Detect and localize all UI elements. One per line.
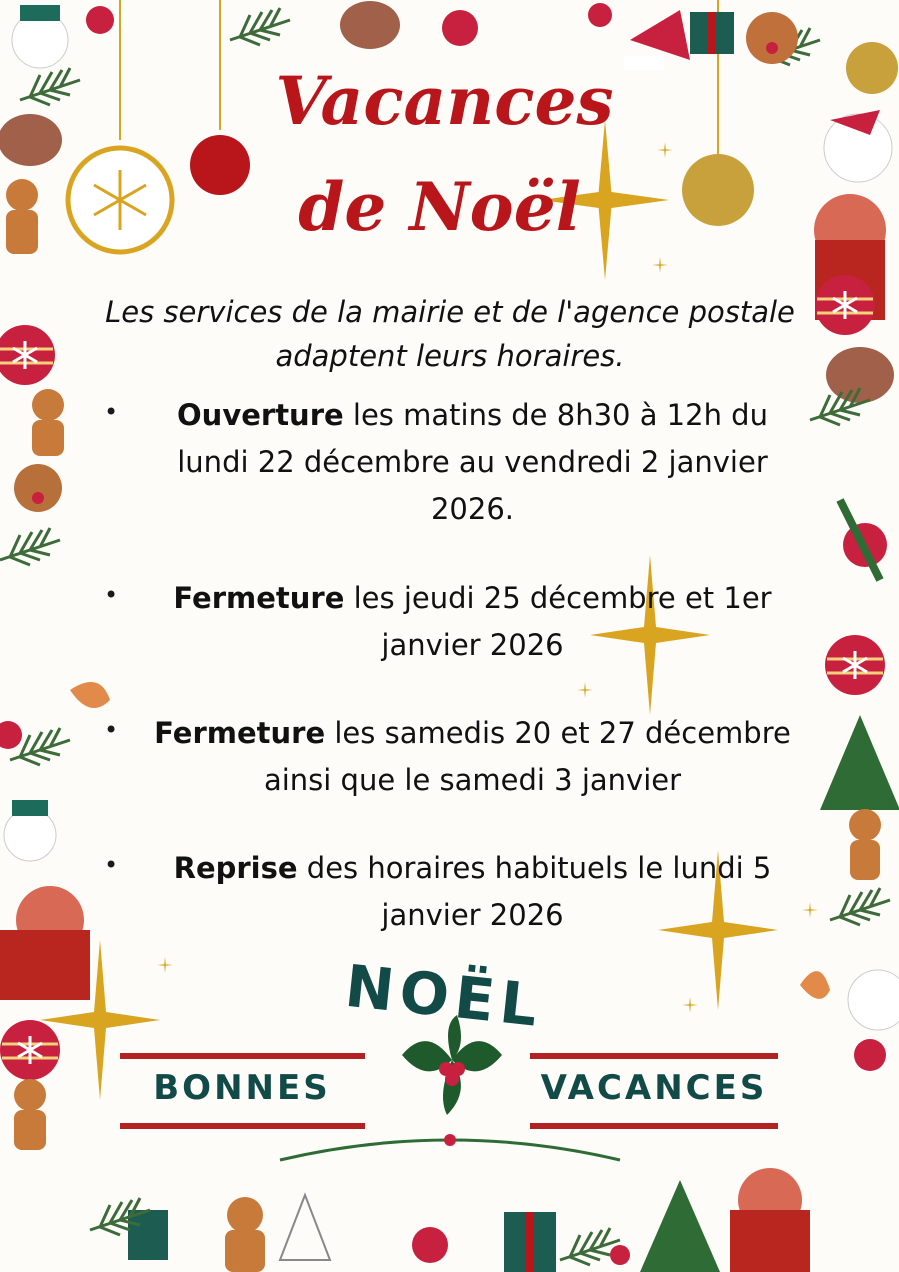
bullet-icon: •: [104, 398, 119, 426]
page-title-line1: Vacances: [275, 62, 614, 140]
list-item-keyword: Fermeture: [154, 716, 326, 750]
subtitle: Les services de la mairie et de l'agence postale adaptent leurs horaires.: [105, 295, 795, 373]
holly-icon: [280, 1134, 620, 1160]
gift-icon: [690, 12, 734, 54]
reindeer-icon: [746, 12, 798, 64]
bullet-icon: •: [104, 581, 119, 609]
gingerbread-icon: [849, 809, 881, 880]
gingerbread-icon: [14, 1079, 46, 1150]
list-item-text: [140, 575, 805, 669]
list-item-keyword: Ouverture: [177, 398, 344, 432]
snowman-icon: [848, 970, 899, 1030]
banner-rule: [120, 1123, 365, 1129]
snowman-icon: [12, 5, 68, 68]
banner-right-word: VACANCES: [540, 1068, 768, 1108]
ornament-icon: [854, 1039, 886, 1071]
santa-icon: [0, 886, 90, 1000]
holly-icon: [0, 721, 22, 749]
banner-rule: [120, 1053, 365, 1059]
banner-rule: [530, 1053, 778, 1059]
banner-rule: [530, 1123, 778, 1129]
list-item-detail: les jeudi 25 décembre et 1er janvier 2026: [344, 581, 772, 662]
bullet-icon: •: [104, 716, 119, 744]
christmas-tree-icon: [280, 1180, 720, 1272]
santa-icon: [624, 10, 690, 70]
santa-icon: [730, 1168, 810, 1272]
list-item-text: [140, 710, 805, 804]
banner-left-word: BONNES: [153, 1068, 331, 1108]
list-item-text: [140, 845, 805, 939]
list-item-detail: les samedis 20 et 27 décembre ainsi que le samedi 3 janvier: [263, 716, 791, 797]
leaf-icon: [70, 682, 110, 708]
christmas-tree-icon: [820, 715, 899, 810]
reindeer-icon: [14, 464, 62, 512]
list-item-detail: les matins de 8h30 à 12h du lundi 22 décembre au vendredi 2 janvier 2026.: [177, 398, 768, 526]
holly-icon: [840, 500, 887, 580]
leaf-icon: [800, 971, 830, 999]
gingerbread-icon: [225, 1197, 265, 1272]
list-item-keyword: Reprise: [173, 851, 298, 885]
list-item-detail: des horaires habituels le lundi 5 janvier 2026: [297, 851, 772, 932]
banner-noel: NOËL: [341, 951, 547, 1041]
snowman-icon: [4, 800, 56, 861]
gingerbread-icon: [32, 389, 64, 456]
list-item-keyword: Fermeture: [173, 581, 345, 615]
list-item-text: [140, 392, 805, 533]
page-title-line2: de Noël: [298, 168, 581, 246]
bullet-icon: •: [104, 851, 119, 879]
gift-icon: [128, 1210, 556, 1272]
